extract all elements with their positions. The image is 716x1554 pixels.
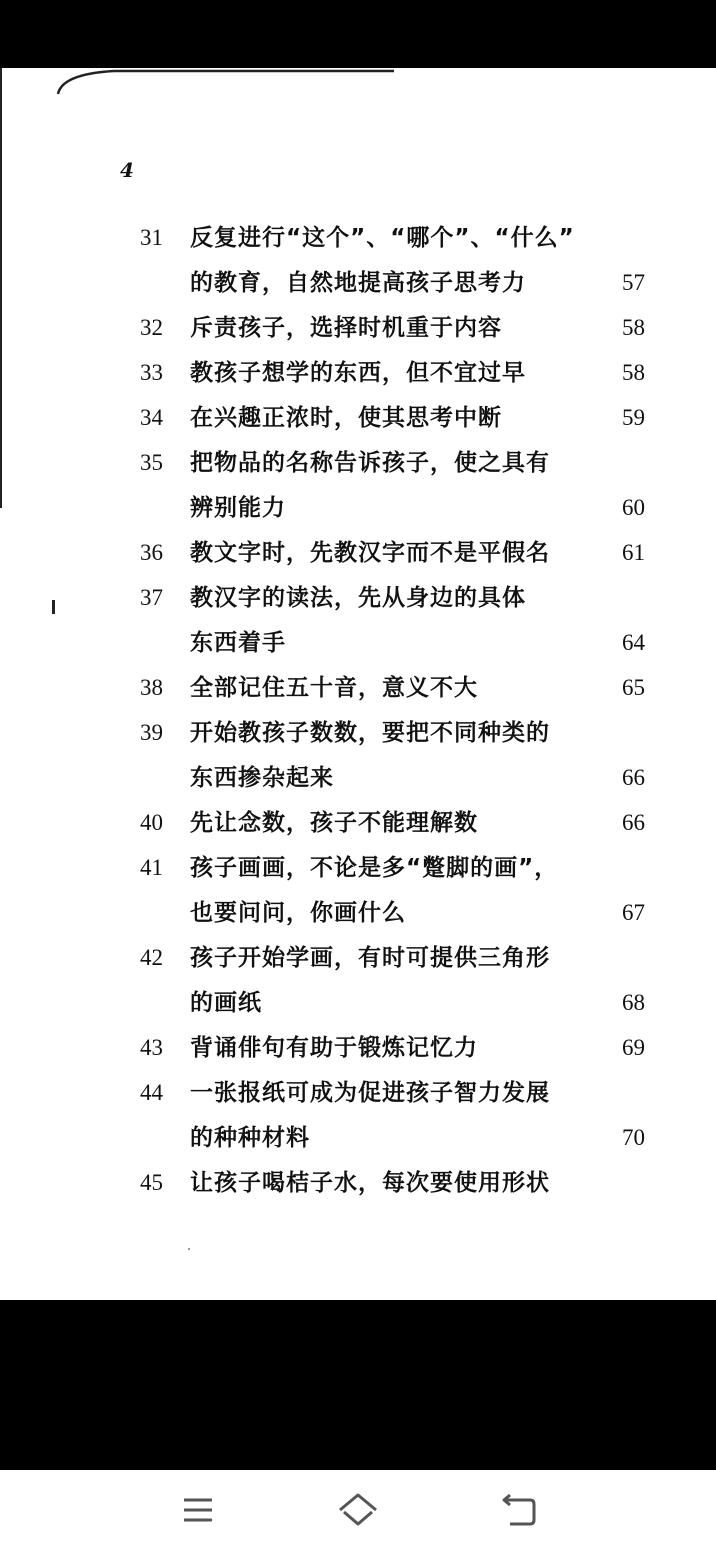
toc-item-number: 43 bbox=[140, 1035, 163, 1060]
toc-item-title: 开始教孩子数数，要把不同种类的 bbox=[190, 720, 550, 746]
toc-row bbox=[0, 983, 716, 1023]
toc-row bbox=[0, 443, 716, 483]
toc-item-page: 57 bbox=[622, 270, 645, 295]
scanned-book-page bbox=[0, 68, 716, 1300]
toc-row bbox=[0, 713, 716, 753]
toc-row bbox=[0, 758, 716, 798]
toc-row bbox=[0, 1073, 716, 1113]
toc-item-title: 教文字时，先教汉字而不是平假名 bbox=[190, 540, 550, 566]
toc-item-number: 31 bbox=[140, 225, 163, 250]
toc-item-title: 东西掺杂起来 bbox=[190, 765, 334, 791]
toc-item-page: 66 bbox=[622, 765, 645, 790]
toc-row bbox=[0, 1163, 716, 1203]
toc-row bbox=[0, 893, 716, 933]
toc-item-page: 68 bbox=[622, 990, 645, 1015]
toc-item-title: 反复进行“这个”、“哪个”、“什么” bbox=[190, 225, 575, 251]
toc-item-number: 39 bbox=[140, 720, 163, 745]
toc-row bbox=[0, 218, 716, 258]
scan-speck bbox=[188, 1248, 190, 1250]
home-button[interactable] bbox=[328, 1486, 388, 1536]
toc-item-title: 孩子画画，不论是多“蹩脚的画”， bbox=[190, 855, 559, 881]
toc-row bbox=[0, 668, 716, 708]
toc-item-number: 44 bbox=[140, 1080, 163, 1105]
system-nav-bar bbox=[0, 1470, 716, 1554]
toc-item-page: 66 bbox=[622, 810, 645, 835]
toc-row bbox=[0, 848, 716, 888]
toc-item-number: 42 bbox=[140, 945, 163, 970]
toc-item-title: 的种种材料 bbox=[190, 1125, 310, 1151]
toc-item-page: 64 bbox=[622, 630, 645, 655]
toc-item-title: 辨别能力 bbox=[190, 495, 286, 521]
toc-item-number: 41 bbox=[140, 855, 163, 880]
toc-item-title: 也要问问，你画什么 bbox=[190, 900, 406, 926]
toc-item-title: 的画纸 bbox=[190, 990, 262, 1016]
toc-item-number: 45 bbox=[140, 1170, 163, 1195]
toc-item-page: 65 bbox=[622, 675, 645, 700]
toc-item-number: 35 bbox=[140, 450, 163, 475]
toc-item-title: 东西着手 bbox=[190, 630, 286, 656]
toc-item-title: 在兴趣正浓时，使其思考中断 bbox=[190, 405, 502, 431]
toc-item-title: 斥责孩子，选择时机重于内容 bbox=[190, 315, 502, 341]
back-button[interactable] bbox=[488, 1486, 548, 1536]
toc-item-title: 把物品的名称告诉孩子，使之具有 bbox=[190, 450, 550, 476]
toc-item-page: 61 bbox=[622, 540, 645, 565]
back-icon bbox=[488, 1486, 548, 1536]
toc-item-number: 34 bbox=[140, 405, 163, 430]
toc-row bbox=[0, 578, 716, 618]
menu-icon bbox=[168, 1486, 228, 1536]
toc-item-title: 背诵俳句有助于锻炼记忆力 bbox=[190, 1035, 478, 1061]
toc-item-page: 60 bbox=[622, 495, 645, 520]
black-margin bbox=[0, 1300, 716, 1470]
toc-row bbox=[0, 398, 716, 438]
toc-row bbox=[0, 308, 716, 348]
toc-item-number: 36 bbox=[140, 540, 163, 565]
toc-item-title: 教汉字的读法，先从身边的具体 bbox=[190, 585, 526, 611]
toc-item-number: 37 bbox=[140, 585, 163, 610]
toc-item-number: 33 bbox=[140, 360, 163, 385]
menu-button[interactable] bbox=[168, 1486, 228, 1536]
toc-item-title: 先让念数，孩子不能理解数 bbox=[190, 810, 478, 836]
toc-item-number: 40 bbox=[140, 810, 163, 835]
toc-item-title: 全部记住五十音，意义不大 bbox=[190, 675, 478, 701]
toc-item-page: 69 bbox=[622, 1035, 645, 1060]
toc-row bbox=[0, 803, 716, 843]
toc-item-title: 孩子开始学画，有时可提供三角形 bbox=[190, 945, 550, 971]
toc-item-title: 一张报纸可成为促进孩子智力发展 bbox=[190, 1080, 550, 1106]
toc-row bbox=[0, 1028, 716, 1068]
toc-item-number: 32 bbox=[140, 315, 163, 340]
home-icon bbox=[328, 1486, 388, 1536]
toc-item-title: 让孩子喝桔子水，每次要使用形状 bbox=[190, 1170, 550, 1196]
toc-item-page: 67 bbox=[622, 900, 645, 925]
toc-row bbox=[0, 263, 716, 303]
toc-row bbox=[0, 938, 716, 978]
toc-item-page: 59 bbox=[622, 405, 645, 430]
toc-row bbox=[0, 533, 716, 573]
page-number: 4 bbox=[120, 158, 134, 182]
top-black-bar bbox=[0, 0, 716, 68]
toc-row bbox=[0, 353, 716, 393]
scan-top-curve bbox=[54, 68, 394, 98]
toc-row bbox=[0, 623, 716, 663]
toc-item-number: 38 bbox=[140, 675, 163, 700]
toc-item-page: 58 bbox=[622, 360, 645, 385]
toc-item-page: 58 bbox=[622, 315, 645, 340]
toc-item-title: 教孩子想学的东西，但不宜过早 bbox=[190, 360, 526, 386]
toc-item-page: 70 bbox=[622, 1125, 645, 1150]
toc-row bbox=[0, 1118, 716, 1158]
toc-row bbox=[0, 488, 716, 528]
toc-item-title: 的教育，自然地提高孩子思考力 bbox=[190, 270, 526, 296]
